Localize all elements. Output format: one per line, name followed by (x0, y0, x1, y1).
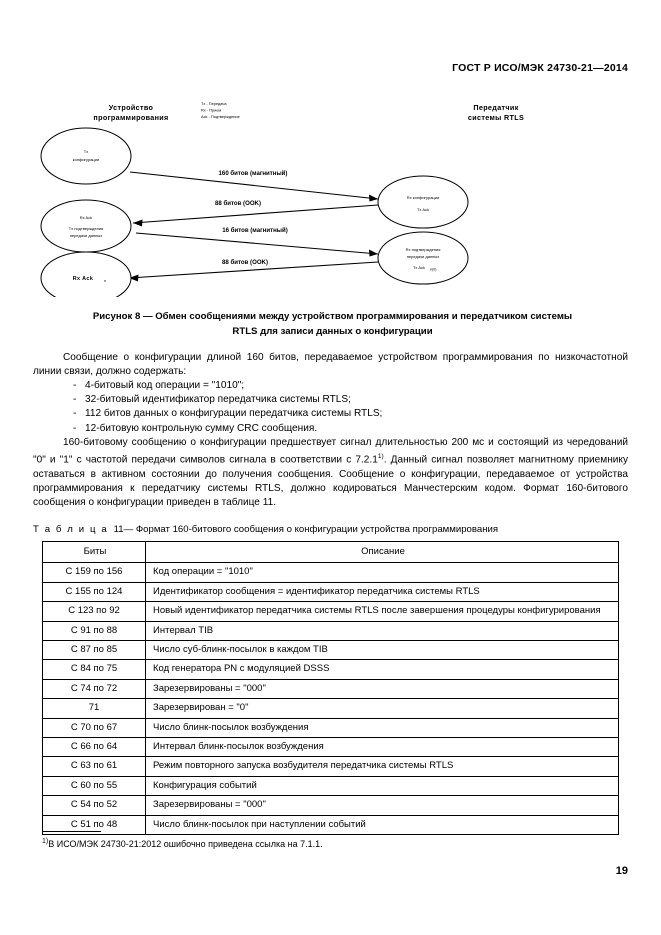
cell-bits: С 159 по 156 (43, 563, 146, 582)
configuration-message-bullet-list (33, 379, 628, 436)
cell-bits: С 87 по 85 (43, 641, 146, 660)
table-row (43, 641, 619, 660)
right-column-title-line1: Передатчик (473, 103, 519, 112)
table-row (43, 796, 619, 815)
document-standard-header: ГОСТ Р ИСО/МЭК 24730-21—2014 (452, 62, 628, 74)
bullet-dash: - (73, 408, 77, 420)
table-160-bit-configuration-message-format (42, 541, 619, 835)
list-item-label: 4-битовый код операции = "1010"; (85, 380, 245, 391)
figure-svg (33, 92, 628, 297)
paragraph-configuration-message: Сообщение о конфигурации длиной 160 битов, передаваемое устройством программирования по низкочастотной линии связи, должно содержать: (33, 352, 628, 378)
table-title-number: 11 (113, 524, 124, 535)
cell-bits: С 66 по 64 (43, 738, 146, 757)
legend-line-ack: Ack - Подтверждение (201, 114, 240, 119)
list-item-label: 12-битовую контрольную сумму CRC сообщения. (85, 422, 318, 434)
node-left-rx-ack-n-label: Rx Ack (72, 276, 94, 282)
table-title-label: Т а б л и ц а (33, 524, 109, 535)
cell-description: Новый идентификатор передатчика системы RTLS после завершения процедуры конфигурирования (146, 602, 619, 621)
cell-description: Число суб-блинк-посылок в каждом TIB (146, 641, 619, 660)
footnote-separator-rule (42, 831, 101, 832)
table-row (43, 815, 619, 834)
cell-description: Зарезервирован = "0" (146, 699, 619, 718)
page-number: 19 (615, 865, 628, 877)
cell-description: Конфигурация событий (146, 776, 619, 795)
table-row (43, 699, 619, 718)
cell-bits: С 60 по 55 (43, 776, 146, 795)
paragraph-preamble-signal-text-before-ref: 160-битовому сообщению о конфигурации предшествует сигнал длительностью 200 мс и состоящий из чередований "0" и "1" с частотой передачи символов сигнала в соответствии с 7.2.1 (33, 437, 628, 466)
footnote (42, 836, 323, 850)
node-left-rx-ack-n-subscript: n (104, 279, 107, 283)
node-left-tx-confirm-line1: Tx подтверждения (68, 226, 104, 231)
node-left-tx-configuration-line2: конфигурации (72, 157, 100, 162)
node-right-rx-confirm-line2: передачи данных (406, 254, 440, 259)
node-right-rx-configuration-label: Rx конфигурации (406, 195, 440, 200)
table-row (43, 602, 619, 621)
node-right-tx-ack-n-label: Tx Ack (412, 265, 426, 270)
table-row (43, 738, 619, 757)
table-11-title (33, 524, 498, 535)
bullet-dash: - (73, 422, 77, 434)
edge-line-88-bits-ook-first (133, 205, 378, 223)
node-right-rx-configuration-tx-ack (378, 176, 468, 228)
node-right-tx-ack-label: Tx Ack (416, 207, 430, 212)
cell-bits: С 74 по 72 (43, 679, 146, 698)
cell-description: Идентификатор сообщения = идентификатор передатчика системы RTLS (146, 582, 619, 601)
cell-description: Число блинк-посылок при наступлении событий (146, 815, 619, 834)
table-row (43, 757, 619, 776)
node-left-rx-ack-n (41, 252, 131, 297)
cell-description: Режим повторного запуска возбудителя передатчика системы RTLS (146, 757, 619, 776)
bullet-dash: - (73, 394, 77, 406)
table-row (43, 679, 619, 698)
cell-description: Интервал TIB (146, 621, 619, 640)
legend-line-tx: Tx - Передача (201, 101, 227, 106)
table-header-row (43, 542, 619, 563)
footnote-reference-marker: 1) (377, 453, 384, 461)
cell-bits: С 63 по 61 (43, 757, 146, 776)
cell-description: Код операции = "1010" (146, 563, 619, 582)
edge-line-16-bits (136, 233, 378, 254)
footnote-text: В ИСО/МЭК 24730-21:2012 ошибочно приведена ссылка на 7.1.1. (48, 839, 323, 849)
node-left-tx-configuration (41, 128, 131, 184)
node-right-tx-ack-n-subscript: n(0) (430, 267, 437, 272)
list-item (33, 422, 628, 436)
cell-description: Интервал блинк-посылок возбуждения (146, 738, 619, 757)
paragraph-preamble-signal (33, 436, 628, 510)
edge-arrowhead-16-bits (369, 250, 378, 257)
list-item-label: 32-битовый идентификатор передатчика системы RTLS; (85, 394, 351, 406)
cell-description: Число блинк-посылок возбуждения (146, 718, 619, 737)
right-column-title-line2: системы RTLS (467, 113, 525, 122)
left-column-title-line1: Устройство (108, 103, 154, 112)
table-row (43, 776, 619, 795)
table-row (43, 582, 619, 601)
figure-caption-line1: Рисунок 8 — Обмен сообщениями между устройством программирования и передатчиком системы (92, 311, 573, 322)
list-item (33, 407, 628, 421)
bullet-dash: - (73, 380, 77, 391)
footnote-marker: 1) (42, 838, 49, 845)
cell-description: Зарезервированы = "000" (146, 796, 619, 815)
cell-bits: С 91 по 88 (43, 621, 146, 640)
list-item-label: 112 битов данных о конфигурации передатчика системы RTLS; (85, 408, 383, 420)
column-header-bits: Биты (43, 542, 146, 563)
figure-caption (45, 310, 620, 339)
table-row (43, 718, 619, 737)
cell-bits: С 51 по 48 (43, 815, 146, 834)
legend-line-rx: Rx - Прием (201, 107, 222, 113)
edge-label-160-bits: 160 битов (магнитный) (218, 170, 288, 177)
cell-bits: С 123 по 92 (43, 602, 146, 621)
paragraph-preamble-signal-text-after-ref: . Данный сигнал позволяет магнитному приемнику оставаться в активном состоянии до получения сообщения. Сообщение о конфигурации, передаваемое от устройства программирования к передатчику системы RTLS, должно кодироваться Манчестерским кодом. Формат 160-битового сообщения о конфигурации приведен в таблице 11. (33, 454, 629, 508)
edge-label-88-bits-ook-first: 88 битов (OOK) (215, 200, 261, 207)
table-title-text: — Формат 160-битового сообщения о конфигурации устройства программирования (123, 524, 499, 535)
node-left-tx-confirm-line2: передачи данных (69, 233, 103, 238)
cell-bits: С 70 по 67 (43, 718, 146, 737)
list-item (33, 393, 628, 407)
node-right-rx-confirm-line1: Rx подтверждения (405, 247, 441, 252)
edge-label-88-bits-ook-second: 88 битов (OOK) (222, 259, 268, 266)
table-row (43, 621, 619, 640)
cell-description: Код генератора PN с модуляцией DSSS (146, 660, 619, 679)
cell-bits: 71 (43, 699, 146, 718)
figure-caption-line2: RTLS для записи данных о конфигурации (232, 325, 433, 337)
edge-arrowhead-88-bits-ook-first (133, 220, 143, 227)
cell-bits: С 84 по 75 (43, 660, 146, 679)
figure-8-message-exchange-diagram (33, 92, 628, 297)
left-column-title-line2: программирования (93, 113, 169, 122)
node-left-rx-ack-label: Rx Ack (79, 215, 93, 220)
cell-bits: С 54 по 52 (43, 796, 146, 815)
edge-arrowhead-160-bits (369, 195, 378, 202)
list-item (33, 379, 628, 393)
edge-label-16-bits: 16 битов (магнитный) (222, 227, 288, 234)
cell-description: Зарезервированы = "000" (146, 679, 619, 698)
node-left-tx-configuration-line1: Tx (83, 149, 89, 154)
table-row (43, 660, 619, 679)
cell-bits: С 155 по 124 (43, 582, 146, 601)
table-row (43, 563, 619, 582)
column-header-description: Описание (146, 542, 619, 563)
